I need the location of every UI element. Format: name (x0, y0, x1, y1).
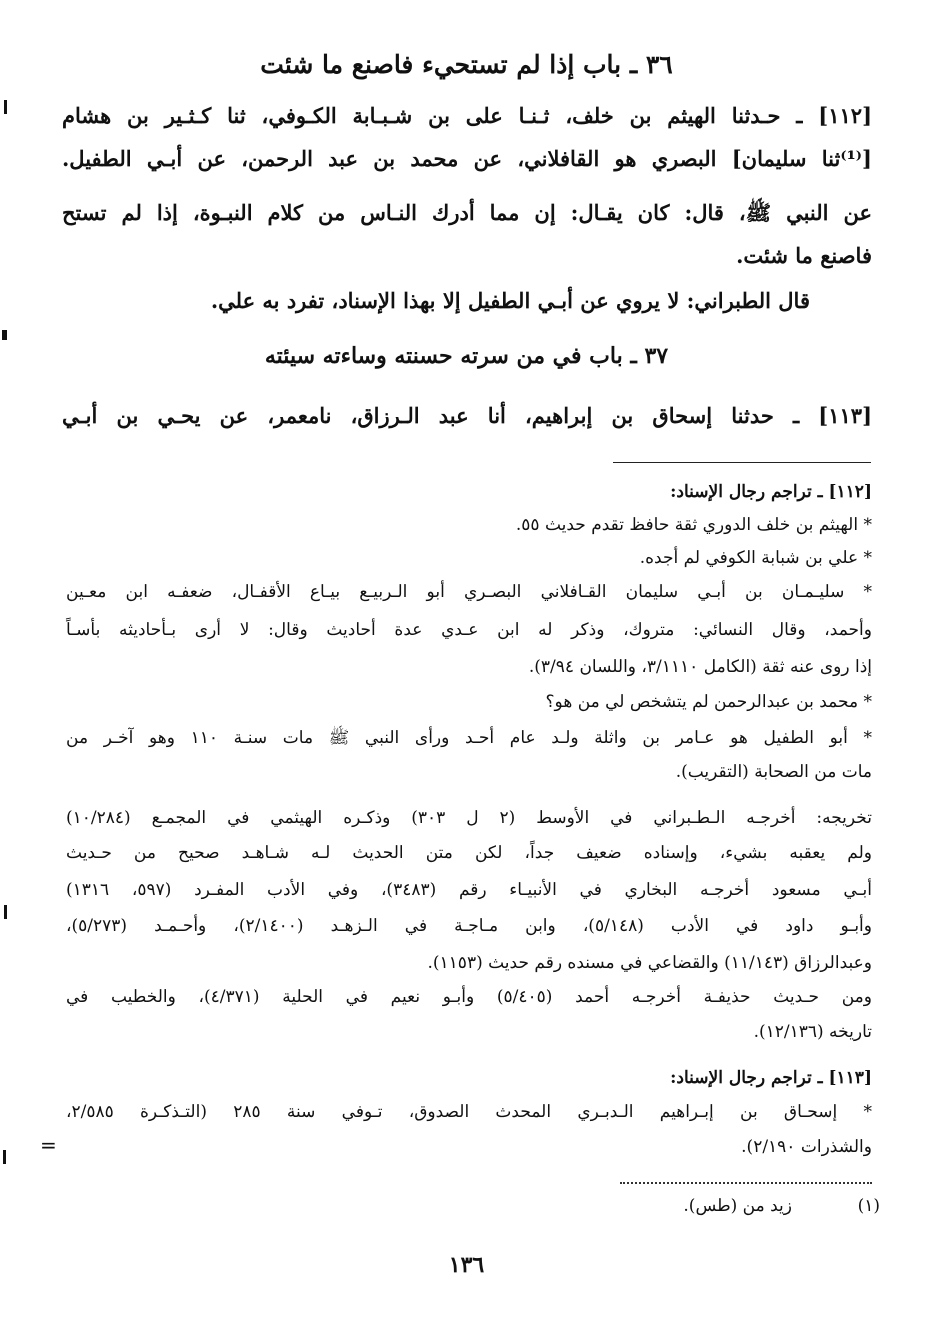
takhrij-line: تخريجه: أخرجـه الـطـبراني في الأوسط (٢ ل ٣٠٣) وذكـره الهيثمي في المجمـع (١٠/٢٨٤) (66, 808, 872, 828)
notes-113-line: * إسحـاق بن إبـراهيم الـدبـري المحدث الصدوق، تـوفي سنة ٢٨٥ (التـذكـرة ٢/٥٨٥، (66, 1102, 872, 1122)
footnote-separator-line (613, 462, 871, 463)
notes-112-line: * علي بن شبابة الكوفي لم أجده. (639, 548, 872, 568)
notes-112-line: * أبو الطفيل هو عـامر بن واثلة ولـد عام أحـد ورأى النبي ﷺ مات سنـة ١١٠ وهو آخـر من (66, 728, 872, 748)
takhrij-line: ولم يعقبه بشيء، وإسناده ضعيف جداً، لكن متن الحديث لـه شـاهـد صحيح من حـديث (66, 843, 872, 863)
notes-112-line: مات من الصحابة (التقريب). (675, 762, 872, 782)
hadith-112-line-3: عن النبي ﷺ، قال: كان يقـال: إن مما أدرك النـاس من كلام النبـوة، إذا لم تستح (62, 200, 872, 225)
tabarani-comment: قال الطبراني: لا يروي عن أبـي الطفيل إلا بهذا الإسناد، تفرد به علي. (210, 288, 810, 313)
hadith-113-line-1: [١١٣] ـ حدثنا إسحاق بن إبراهيم، أنا عبد الـرزاق، نامعمر، عن يحـي بن أبـي (62, 403, 872, 428)
takhrij-line: ومن حـديث حذيفـة أخرجـه أحمد (٥/٤٠٥) وأبـو نعيم في الحلية (٤/٣٧١)، والخطيب في (66, 987, 872, 1007)
footnote-number: (١) (857, 1196, 880, 1216)
takhrij-line: وأبـو داود في الأدب (٥/١٤٨)، وابن مـاجـة في الـزهـد (٢/١٤٠٠)، وأحـمـد (٥/٢٧٣)، (66, 916, 872, 936)
takhrij-line: تاريخه (١٢/١٣٦). (753, 1022, 872, 1042)
notes-112-heading: [١١٢] ـ تراجم رجال الإسناد: (670, 482, 872, 502)
chapter-heading-37: ٣٧ ـ باب في من سرته حسنته وساءته سيئته (264, 343, 669, 369)
hadith-112-line-4: فاصنع ما شئت. (736, 243, 872, 268)
footnote-dotted-separator (620, 1182, 872, 1184)
notes-112-line: إذا روى عنه ثقة (الكامل ٣/١١١٠، واللسان ٣/٩٤). (528, 657, 872, 677)
notes-112-line: * محمد بن عبدالرحمن لم يتشخص لي من هو؟ (545, 692, 872, 712)
scan-edge-mark (3, 1150, 6, 1164)
notes-112-line: * سليـمـان بن أبـي سليمان القـافلاني البصـري أبو الـربيـع بيـاع الأقفـال، ضعفـه ابن معـين (66, 582, 872, 602)
scan-edge-mark (4, 100, 7, 114)
margin-equals-mark: = (40, 1133, 57, 1157)
takhrij-line: أبـي مسعود أخرجـه البخاري في الأنبيـاء رقم (٣٤٨٣)، وفي الأدب المفـرد (٥٩٧، ١٣١٦) (66, 880, 872, 900)
chapter-heading-36: ٣٦ ـ باب إذا لم تستحيء فاصنع ما شئت (260, 50, 673, 79)
notes-113-heading: [١١٣] ـ تراجم رجال الإسناد: (670, 1068, 872, 1088)
hadith-112-line-2: [⁽¹⁾ثنا سليمان] البصري هو القافلاني، عن محمد بن عبد الرحمن، عن أبـي الطفيل. (62, 146, 872, 171)
notes-112-line: وأحمد، وقال النسائي: متروك، وذكر له ابن عـدي عدة أحاديث وقال: لا أرى بـأحاديثه بأسـاً (66, 620, 872, 640)
takhrij-line: وعبدالرزاق (١١/١٤٣) والقضاعي في مسنده رقم حديث (١١٥٣). (427, 953, 872, 973)
notes-112-line: * الهيثم بن خلف الدوري ثقة حافظ تقدم حديث ٥٥. (515, 515, 872, 535)
notes-113-line: والشذرات ٢/١٩٠). (741, 1137, 872, 1157)
hadith-112-line-1: [١١٢] ـ حـدثنا الهيثم بن خلف، ثـنـا على بن شـبـابة الكـوفي، ثنا كـثـير بن هشام (62, 103, 872, 128)
footnote-text: زيد من (طس). (683, 1196, 792, 1216)
scan-edge-mark (2, 330, 7, 340)
page-number: ١٣٦ (448, 1252, 485, 1278)
scan-edge-mark (4, 905, 7, 919)
